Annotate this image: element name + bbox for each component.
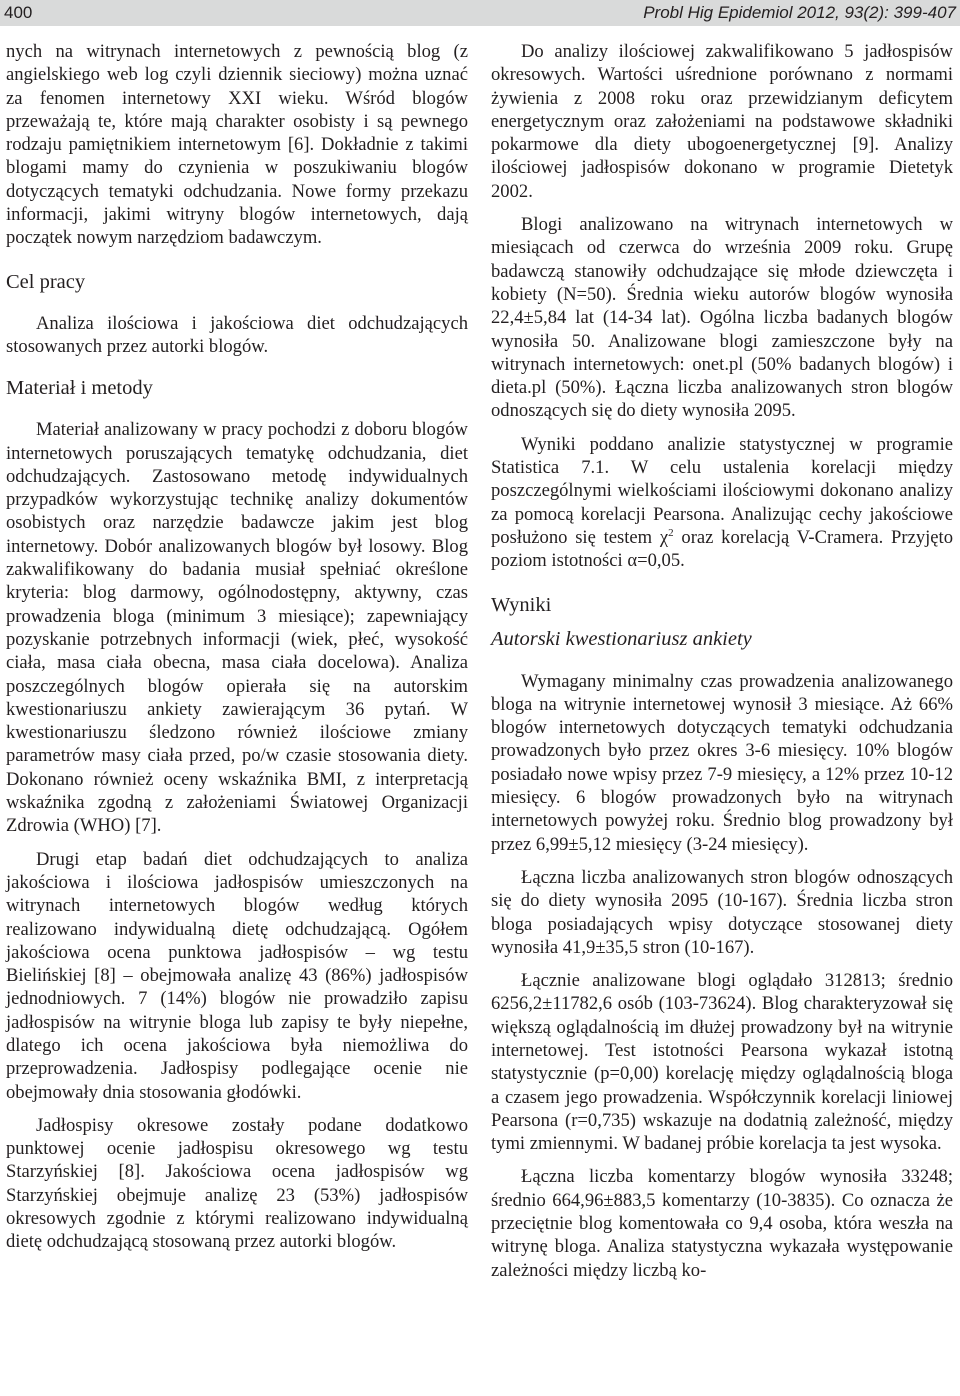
page-number: 400: [4, 3, 33, 22]
methods-paragraph-6-part-b: oraz korelacją V-Cramera. Przyjęto poziom istotności α=0,05.: [491, 526, 953, 572]
results-paragraph-4: Łączna liczba komentarzy blogów wynosiła 33248; średnio 664,96±883,5 komentarzy (10-3835). Co oznacza że przeciętnie blog komentowała co 9,4 osoba, która weszła na witrynę bloga. Analiza statystyczna wykazała występowanie zależności między liczbą ko-: [491, 1166, 953, 1281]
methods-paragraph-1: Materiał analizowany w pracy pochodzi z doboru blogów internetowych poruszających tematykę odchudzania, diet odchudzających. Zastosowano metodę indywidualnych przypadków wykorzystując technikę analizy dokumentów osobistych oraz narzędzie badawcze jakim jest blog internetowy. Dobór analizowanych blogów był losowy. Blog zakwalifikowany do badania musiał spełniać określone kryteria: blog darmowy, ogólnodostępny, aktywny, czas prowadzenia bloga (minimum 3 miesiące); zapewniający pozyskanie potrzebnych informacji (wiek, płeć, wysokość ciała, masa ciała obecna, masa ciała docelowa). Analiza poszczególnych blogów opierała się na autorskim kwestionariuszu ankiety zawierającym 36 pytań. W kwestionariuszu śledzono również ilościowe zmiany parametrów masy ciała przed, po/w czasie stosowania diety. Dokonano również oceny wskaźnika BMI, z interpretacją wskaźnika zgodną z założeniami Światowej Organizacji Zdrowia (WHO) [7].: [6, 419, 468, 837]
left-column: [6, 40, 468, 1254]
results-paragraph-3: Łącznie analizowane blogi oglądało 312813; średnio 6256,2±11782,6 osób (103-73624). Blog charakteryzował się większą oglądalnością im dłużej prowadzony był na witrynie internetowej. Test istotności Pearsona wykazał istotną statystycznie (p=0,00) korelację między oglądalnością bloga a czasem jego prowadzenia. Współczynnik korelacji liniowej Pearsona (r=0,735) wskazuje na dodatnią zależność, między tymi zmiennymi. W badanej próbie korelacja ta jest wysoka.: [491, 970, 953, 1155]
methods-paragraph-6-part-a: Wyniki poddano analizie statystycznej w programie Statistica 7.1. W celu ustalenia korelacji między poszczególnymi wielkościami ilościowymi dokonano analizy za pomocą korelacji Pearsona. Analizując cechy jakościowe posłużono się testem χ: [491, 433, 953, 548]
methods-paragraph-6: [491, 433, 953, 573]
right-column: [491, 40, 953, 1282]
section-title-results: Wyniki: [491, 593, 552, 616]
methods-paragraph-3: Jadłospisy okresowe zostały podane dodatkowo punktowej ocenie jadłospisu okresowego wg testu Starzyńskiej [8]. Jakościowa ocena jadłospisów wg Starzyńskiej obejmuje analizę 23 (53%) jadłospisów okresowych zgodnie z którymi realizowano indywidualną dietę odchudzającą stosowaną przez autorki blogów.: [6, 1114, 468, 1253]
results-paragraph-1: Wymagany minimalny czas prowadzenia analizowanego bloga na witrynie internetowej wynosił 3 miesiące. Aż 66% blogów internetowych dotyczących tematyki odchudzania prowadzonych było przez okres 3-6 miesięcy. 10% blogów posiadało nowe wpisy przez 7-9 miesięcy, a 12% przez 10-12 miesięcy. 6 blogów prowadzonych było na witrynach internetowych powyżej roku. Średnio blog prowadzony był przez 6,99±5,12 miesięcy (3-24 miesięcy).: [491, 670, 953, 855]
intro-paragraph: nych na witrynach internetowych z pewnością blog (z angielskiego web log czyli dziennik sieciowy) można uznać za fenomen internetowy XXI wieku. Wśród blogów przeważają te, które mają charakter osobisty i są pewnego rodzaju pamiętnikiem internetowym [6]. Dokładnie z takimi blogami mamy do czynienia w poszukiwaniu blogów dotyczących tematyki odchudzania. Nowe formy przekazu informacji, jakimi witryny blogów internetowych, dają początek nowym narzędziom badawczym.: [6, 41, 468, 249]
section-title-methods: Materiał i metody: [6, 377, 153, 400]
section-title-aim: Cel pracy: [6, 270, 86, 293]
results-paragraph-2: Łączna liczba analizowanych stron blogów odnoszących się do diety wynosiła 2095 (10-167). Średnia liczba stron bloga posiadających wpisy dotyczące stosowanej diety wynosiła 41,9±35,5 stron (10-167).: [491, 866, 953, 958]
methods-paragraph-5: Blogi analizowano na witrynach internetowych w miesiącach od czerwca do września 2009 roku. Grupę badawczą stanowiły odchudzające się młode dziewczęta i kobiety (N=50). Średnia wieku autorów blogów wynosiła 22,4±5,84 lat (14-34 lat). Ogólna liczba badanych blogów wynosiła 50. Analizowane blogi zamieszczone były na witrynach internetowych: onet.pl (50% badanych blogów) i dieta.pl (50%). Łączna liczba analizowanych stron blogów odnoszących się do diety wynosiła 2095.: [491, 214, 953, 422]
running-header: [0, 0, 960, 26]
chi-square-superscript: 2: [668, 526, 674, 539]
subsection-title-questionnaire: Autorski kwestionariusz ankiety: [491, 627, 752, 650]
journal-citation: Probl Hig Epidemiol 2012, 93(2): 399-407: [643, 3, 956, 22]
methods-paragraph-2: Drugi etap badań diet odchudzających to analiza jakościowa i ilościowa jadłospisów umieszczonych na witrynach internetowych blogów według których realizowano indywidualną dietę odchudzającą. Ogółem jakościowa ocena punktowa jadłospisów – wg testu Bielińskiej [8] – obejmowała analizę 43 (86%) jadłospisów jednodniowych. 7 (14%) blogów nie prowadziło zapisu jadłospisów na witrynie bloga lub zapisy te były niepełne, dlatego ich ocena jakościowa była niemożliwa do przeprowadzenia. Jadłospisy podlegające ocenie nie obejmowały dnia stosowania głodówki.: [6, 848, 468, 1103]
aim-paragraph: Analiza ilościowa i jakościowa diet odchudzających stosowanych przez autorki blogów.: [6, 312, 468, 357]
methods-paragraph-4: Do analizy ilościowej zakwalifikowano 5 jadłospisów okresowych. Wartości uśrednione porównano z normami żywienia z 2008 roku oraz przewidzianym deficytem energetycznym oraz założeniami na podstawowe składniki pokarmowe dla diety ubogoenergetycznej [9]. Analizy ilościowej jadłospisów dokonano w programie Dietetyk 2002.: [491, 41, 953, 202]
